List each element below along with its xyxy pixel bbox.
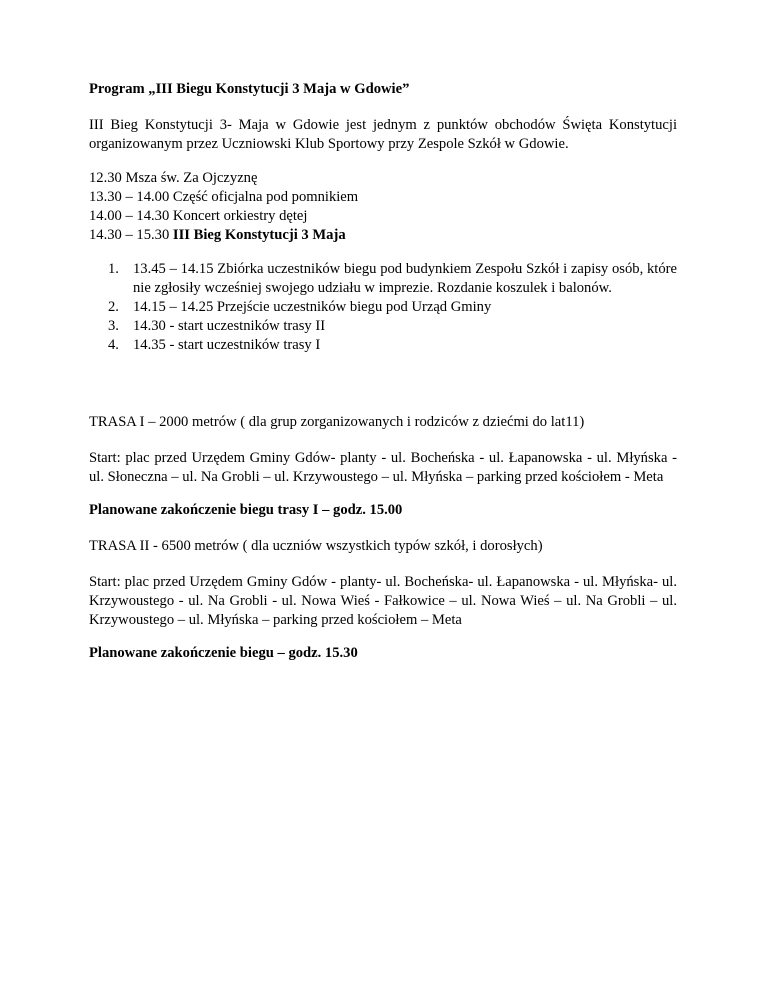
step-text: 13.45 – 14.15 Zbiórka uczestników biegu pod budynkiem Zespołu Szkół i zapisy osób, które nie zgłosiły wcześniej swojego udziału w imprezie. Rozdanie koszulek i balonów. <box>133 261 677 296</box>
document-title: Program „III Biegu Konstytucji 3 Maja w Gdowie” <box>89 81 410 97</box>
step-number: 1. <box>108 261 119 277</box>
schedule-row <box>89 226 677 245</box>
schedule-time: 13.30 – 14.00 <box>89 189 173 205</box>
schedule-description: Msza św. Za Ojczyznę <box>125 170 258 186</box>
schedule-time: 14.30 – 15.30 <box>89 227 173 243</box>
list-item <box>89 298 677 317</box>
schedule-row <box>89 169 677 188</box>
step-text: 14.15 – 14.25 Przejście uczestników biegu pod Urząd Gminy <box>133 299 492 315</box>
schedule-row <box>89 188 677 207</box>
route1-heading: TRASA I – 2000 metrów ( dla grup zorganizowanych i rodziców z dziećmi do lat11) <box>89 414 585 430</box>
step-text: 14.35 - start uczestników trasy I <box>133 337 321 353</box>
schedule-description: Koncert orkiestry dętej <box>172 208 308 224</box>
schedule-description: III Bieg Konstytucji 3 Maja <box>172 227 346 243</box>
intro-paragraph: III Bieg Konstytucji 3- Maja w Gdowie jest jednym z punktów obchodów Święta Konstytucji organizowanym przez Uczniowski Klub Sportowy przy Zespole Szkół w Gdowie. <box>89 117 677 152</box>
step-text: 14.30 - start uczestników trasy II <box>133 318 326 334</box>
step-number: 2. <box>108 299 119 315</box>
steps-list <box>89 260 677 355</box>
list-item <box>89 336 677 355</box>
route2-heading: TRASA II - 6500 metrów ( dla uczniów wszystkich typów szkół, i dorosłych) <box>89 538 543 554</box>
step-number: 4. <box>108 337 119 353</box>
route1-finish-time: Planowane zakończenie biegu trasy I – godz. 15.00 <box>89 502 403 518</box>
route2-description: Start: plac przed Urzędem Gminy Gdów - planty- ul. Bocheńska- ul. Łapanowska - ul. Młyńska- ul. Krzywoustego - ul. Na Grobli - ul. Nowa Wieś - Fałkowice – ul. Nowa Wieś – ul. Na Grobli – ul. Krzywoustego – ul. Młyńska – parking przed kościołem – Meta <box>89 574 677 628</box>
list-item <box>89 260 677 298</box>
schedule-time: 12.30 <box>89 170 126 186</box>
list-item <box>89 317 677 336</box>
route1-description: Start: plac przed Urzędem Gminy Gdów- planty - ul. Bocheńska - ul. Łapanowska - ul. Młyńska - ul. Słoneczna – ul. Na Grobli – ul. Krzywoustego – ul. Młyńska – parking przed kościołem - Meta <box>89 450 677 485</box>
schedule <box>89 169 677 245</box>
step-number: 3. <box>108 318 119 334</box>
route2-finish-time: Planowane zakończenie biegu – godz. 15.30 <box>89 645 358 661</box>
schedule-description: Część oficjalna pod pomnikiem <box>172 189 359 205</box>
schedule-row <box>89 207 677 226</box>
schedule-time: 14.00 – 14.30 <box>89 208 173 224</box>
document-page <box>89 80 677 680</box>
